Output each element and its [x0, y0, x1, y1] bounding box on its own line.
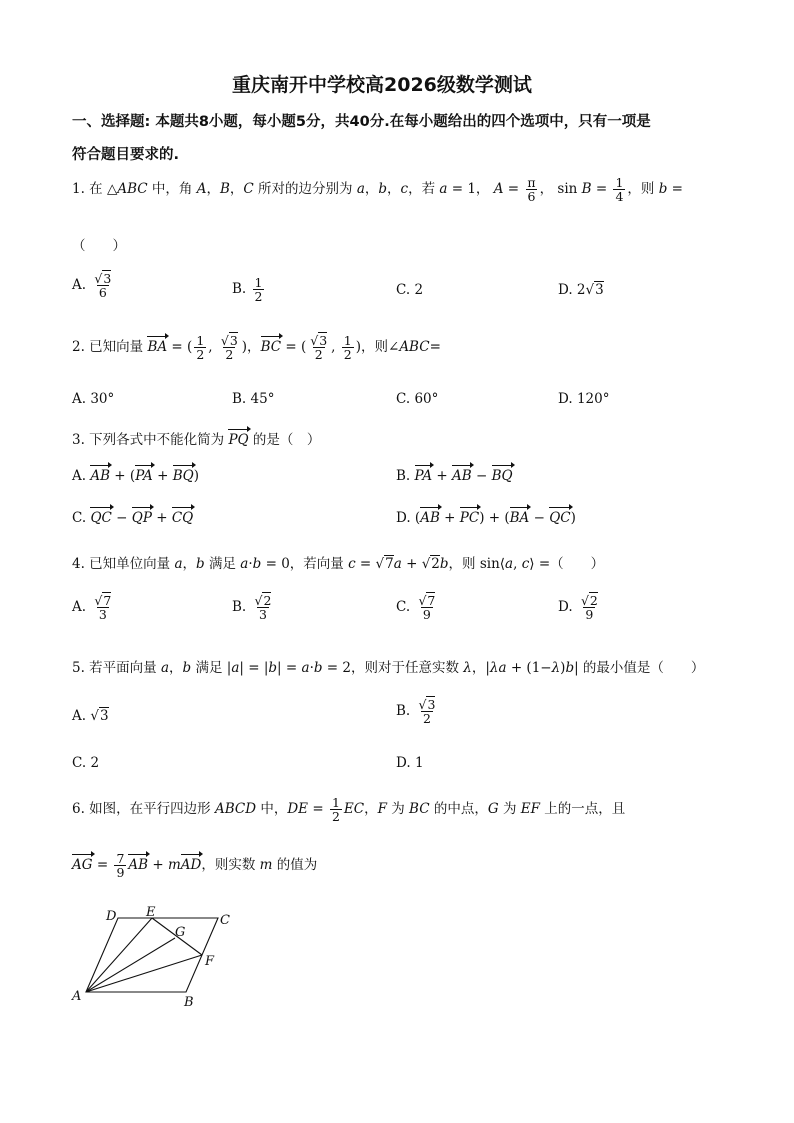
q2-option-b[interactable]: B. 45° [232, 391, 275, 407]
label-f: F [205, 954, 215, 969]
q3-option-d[interactable]: D. (AB + PC) + (BA − QC) [396, 510, 576, 526]
q4-option-c[interactable]: C. $\frac{√7}{9}$ [396, 593, 436, 623]
label-a: A [72, 989, 82, 1004]
q4-option-d[interactable]: D. $\frac{√2}{9}$ [558, 593, 598, 623]
label-g: G [175, 925, 186, 940]
label-e: E [146, 905, 156, 920]
section-header-line2: 符合题目要求的. [72, 147, 180, 163]
question-3-text: 3. 下列各式中不能化简为 PQ 的是（ ） [72, 432, 321, 448]
parallelogram-abcd [86, 918, 218, 992]
q3-option-a[interactable]: A. AB + (PA + BQ) [72, 468, 199, 484]
q1-option-a[interactable]: A. $\frac{√3}{6}$ [72, 271, 112, 301]
label-d: D [106, 909, 117, 924]
q1-option-b[interactable]: B. $\frac{1}{2}$ [232, 275, 263, 305]
segment-af [86, 955, 202, 992]
question-6-line2: AG = $\frac{7}{9}$ AB + mAD，则实数 m 的值为 [72, 851, 318, 881]
q1-option-c[interactable]: C. 2 [396, 282, 424, 298]
q3-option-b[interactable]: B. PA + AB − BQ [396, 468, 513, 484]
question-5-text: 5. 若平面向量 a，b 满足 |a| = |b| = a·b = 2，则对于任意实数 λ，|λa + (1−λ)b| 的最小值是（ ） [72, 660, 705, 676]
section-header-line1: 一、选择题: 本题共8小题，每小题5分，共40分.在每小题给出的四个选项中，只有一项是 [72, 114, 651, 130]
page-title: 重庆南开中学校高2026级数学测试 [232, 74, 532, 96]
q3-option-c[interactable]: C. QC − QP + CQ [72, 510, 194, 526]
label-b: B [184, 995, 194, 1010]
q2-option-d[interactable]: D. 120° [558, 391, 610, 407]
q4-option-b[interactable]: B. $\frac{√2}{3}$ [232, 593, 272, 623]
q5-option-c[interactable]: C. 2 [72, 755, 100, 771]
question-1-paren: （ ） [72, 238, 126, 254]
q2-option-c[interactable]: C. 60° [396, 391, 439, 407]
question-1-text: 1. 在 △ABC 中，角 A，B，C 所对的边分别为 a，b，c，若 a = 1， A = $\frac{\pi}{6}$ ， sin B = $\frac{1}{4}$ ，则 b = [72, 175, 683, 205]
parallelogram-figure [68, 900, 248, 1010]
question-4-text: 4. 已知单位向量 a，b 满足 a·b = 0，若向量 c = √7a + √2b，则 sin⟨a, c⟩ =（ ） [72, 556, 605, 572]
label-c: C [220, 913, 230, 928]
question-6-line1: 6. 如图，在平行四边形 ABCD 中，DE = $\frac{1}{2}$ EC，F 为 BC 的中点，G 为 EF 上的一点，且 [72, 795, 626, 825]
q5-option-a[interactable]: A. √3 [72, 708, 109, 724]
q1-option-d[interactable]: D. 2√3 [558, 282, 604, 298]
question-2-text: 2. 已知向量 BA = ( $\frac{1}{2}$ , $\frac{√3}{2}$ )，BC = ( $\frac{√3}{2}$ , $\frac{1}{2}$ )，则∠ABC= [72, 333, 441, 363]
segment-ag [86, 938, 175, 992]
q2-option-a[interactable]: A. 30° [72, 391, 115, 407]
q5-option-b[interactable]: B. $\frac{√3}{2}$ [396, 697, 436, 727]
q5-option-d[interactable]: D. 1 [396, 755, 424, 771]
q4-option-a[interactable]: A. $\frac{√7}{3}$ [72, 593, 112, 623]
